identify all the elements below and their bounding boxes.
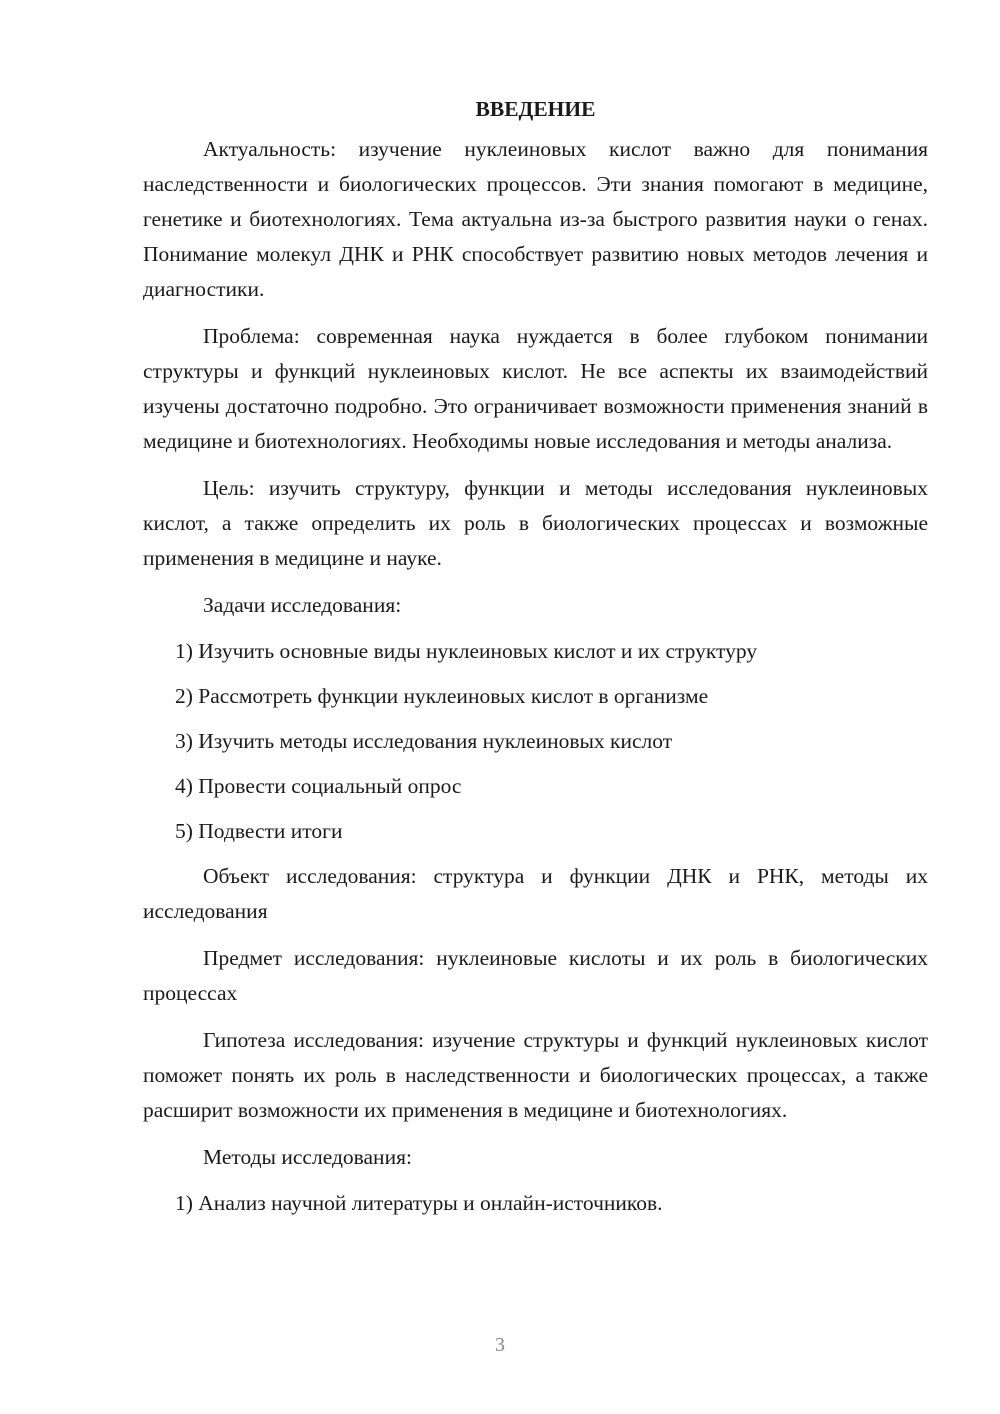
list-item: 2) Рассмотреть функции нуклеиновых кислот в организме — [175, 684, 709, 708]
subject-paragraph: Предмет исследования: нуклеиновые кислоты и их роль в биологических процессах — [143, 946, 928, 1005]
methods-list — [143, 1186, 928, 1221]
page-content — [143, 96, 928, 1231]
goal-paragraph: Цель: изучить структуру, функции и методы исследования нуклеиновых кислот, а также определить их роль в биологических процессах и возможные применения в медицине и науке. — [143, 476, 928, 570]
list-item: 4) Провести социальный опрос — [175, 774, 462, 798]
list-item: 5) Подвести итоги — [175, 819, 343, 843]
object-paragraph: Объект исследования: структура и функции ДНК и РНК, методы их исследования — [143, 864, 928, 923]
hypothesis-paragraph: Гипотеза исследования: изучение структуры и функций нуклеиновых кислот поможет понять их роль в наследственности и биологических процессах, а также расширит возможности их применения в медицине и биотехнологиях. — [143, 1028, 928, 1122]
tasks-heading: Задачи исследования: — [203, 593, 402, 617]
tasks-list — [143, 634, 928, 849]
methods-heading: Методы исследования: — [203, 1145, 412, 1169]
page-title: ВВЕДЕНИЕ — [475, 97, 596, 121]
relevance-paragraph: Актуальность: изучение нуклеиновых кислот важно для понимания наследственности и биологических процессов. Эти знания помогают в медицине, генетике и биотехнологиях. Тема актуальна из-за быстрого развития науки о генах. Понимание молекул ДНК и РНК способствует развитию новых методов лечения и диагностики. — [143, 137, 928, 301]
list-item: 3) Изучить методы исследования нуклеиновых кислот — [175, 729, 673, 753]
list-item: 1) Анализ научной литературы и онлайн-источников. — [175, 1191, 663, 1215]
page-number: 3 — [495, 1334, 505, 1356]
problem-paragraph: Проблема: современная наука нуждается в более глубоком понимании структуры и функций нуклеиновых кислот. Не все аспекты их взаимодействий изучены достаточно подробно. Это ограничивает возможности применения знаний в медицине и биотехнологиях. Необходимы новые исследования и методы анализа. — [143, 324, 928, 453]
list-item: 1) Изучить основные виды нуклеиновых кислот и их структуру — [175, 639, 758, 663]
